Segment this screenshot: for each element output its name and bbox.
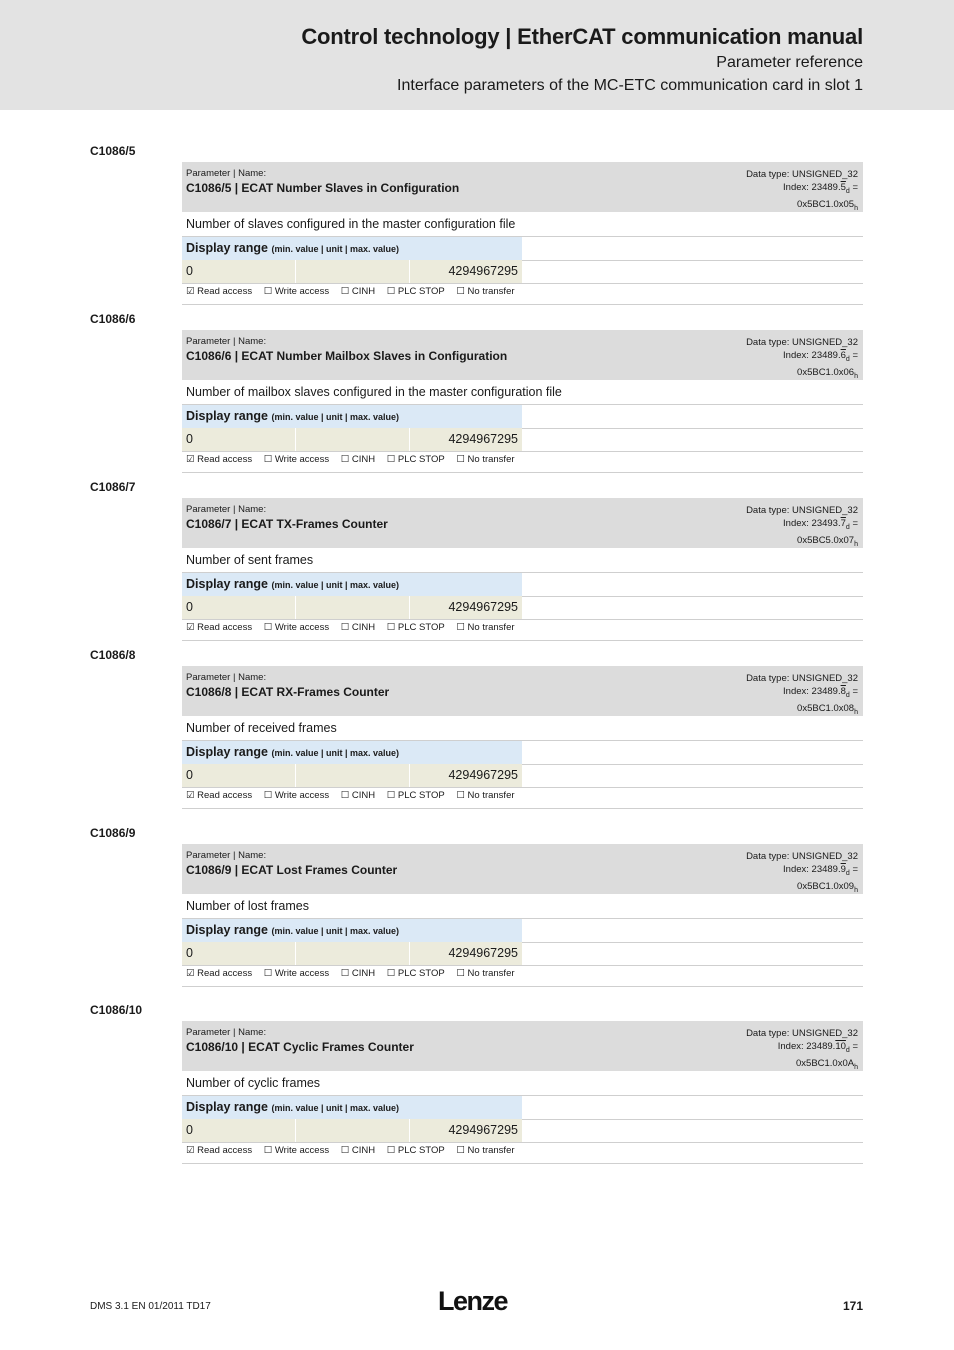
data-type: Data type: UNSIGNED_32 (746, 851, 858, 862)
no-transfer-flag: ☐ No transfer (456, 1145, 515, 1156)
write-access-flag: ☐ Write access (263, 622, 330, 633)
parameter-code: C1086/10 (90, 1003, 143, 1017)
parameter-name-label: Parameter | Name: (186, 168, 267, 179)
plc-stop-flag: ☐ PLC STOP (386, 454, 445, 465)
display-range-header: Display range (min. value | unit | max. value) (182, 405, 522, 428)
read-access-flag: ☑ Read access (186, 454, 253, 465)
index-hex: $0x5BC1.0x05_h$ (797, 198, 858, 212)
parameter-name-label: Parameter | Name: (186, 1027, 267, 1038)
unit-cell (296, 260, 409, 283)
write-access-flag: ☐ Write access (263, 286, 330, 297)
parameter-header (182, 844, 863, 894)
parameter-code: C1086/6 (90, 312, 136, 326)
parameter-description: Number of received frames (186, 721, 337, 735)
max-value-cell: 4294967295 (410, 764, 522, 787)
no-transfer-flag: ☐ No transfer (456, 790, 515, 801)
divider (522, 428, 863, 429)
chapter-title: Parameter reference (716, 54, 863, 71)
unit-cell (296, 428, 409, 451)
index-hex: $0x5BC1.0x06_h$ (797, 366, 858, 380)
parameter-code: C1086/8 (90, 648, 136, 662)
max-value-cell: 4294967295 (410, 942, 522, 965)
index-hex: $0x5BC1.0x08_h$ (797, 702, 858, 716)
document-id: DMS 3.1 EN 01/2011 TD17 (90, 1301, 211, 1312)
unit-cell (296, 942, 409, 965)
no-transfer-flag: ☐ No transfer (456, 622, 515, 633)
data-type: Data type: UNSIGNED_32 (746, 505, 858, 516)
parameter-name: C1086/5 | ECAT Number Slaves in Configuration (186, 181, 460, 195)
unit-cell (296, 596, 409, 619)
min-value-cell: 0 (182, 764, 295, 787)
parameter-name: C1086/8 | ECAT RX-Frames Counter (186, 685, 390, 699)
parameter-code: C1086/9 (90, 826, 136, 840)
plc-stop-flag: ☐ PLC STOP (386, 622, 445, 633)
parameter-name-label: Parameter | Name: (186, 672, 267, 683)
parameter-meta (746, 336, 858, 383)
parameter-meta (746, 1027, 858, 1074)
access-flags (186, 454, 524, 465)
parameter-header (182, 162, 863, 212)
cinh-flag: ☐ CINH (340, 790, 376, 801)
parameter-description: Number of slaves configured in the master configuration file (186, 217, 516, 231)
parameter-description: Number of cyclic frames (186, 1076, 321, 1090)
parameter-block (0, 480, 954, 633)
index-decimal: Index: $23489.8_d$ = (783, 686, 858, 699)
divider (522, 764, 863, 765)
parameter-block (0, 1003, 954, 1156)
parameter-name: C1086/7 | ECAT TX-Frames Counter (186, 517, 388, 531)
read-access-flag: ☑ Read access (186, 790, 253, 801)
index-decimal: Index: $23493.7_d$ = (783, 518, 858, 531)
parameter-meta (746, 168, 858, 215)
write-access-flag: ☐ Write access (263, 1145, 330, 1156)
index-decimal: Index: $23489.9_d$ = (783, 864, 858, 877)
parameter-name: C1086/9 | ECAT Lost Frames Counter (186, 863, 398, 877)
lenze-logo: Lenze (438, 1286, 508, 1316)
plc-stop-flag: ☐ PLC STOP (386, 968, 445, 979)
parameter-block (0, 312, 954, 465)
divider (182, 640, 863, 641)
plc-stop-flag: ☐ PLC STOP (386, 1145, 445, 1156)
index-decimal: Index: $23489.10_d$ = (777, 1041, 858, 1054)
read-access-flag: ☑ Read access (186, 968, 253, 979)
divider (182, 1142, 863, 1143)
data-type: Data type: UNSIGNED_32 (746, 169, 858, 180)
divider (522, 260, 863, 261)
index-decimal: Index: $23489.5_d$ = (783, 182, 858, 195)
write-access-flag: ☐ Write access (263, 454, 330, 465)
read-access-flag: ☑ Read access (186, 286, 253, 297)
display-range-header: Display range (min. value | unit | max. value) (182, 237, 522, 260)
max-value-cell: 4294967295 (410, 260, 522, 283)
no-transfer-flag: ☐ No transfer (456, 454, 515, 465)
index-decimal: Index: $23489.6_d$ = (783, 350, 858, 363)
divider (182, 808, 863, 809)
parameter-name-label: Parameter | Name: (186, 336, 267, 347)
parameter-name-label: Parameter | Name: (186, 504, 267, 515)
parameter-header (182, 1021, 863, 1071)
parameter-meta (746, 850, 858, 897)
access-flags (186, 286, 524, 297)
read-access-flag: ☑ Read access (186, 622, 253, 633)
parameter-code: C1086/5 (90, 144, 136, 158)
divider (182, 304, 863, 305)
write-access-flag: ☐ Write access (263, 968, 330, 979)
cinh-flag: ☐ CINH (340, 1145, 376, 1156)
cinh-flag: ☐ CINH (340, 454, 376, 465)
divider (182, 986, 863, 987)
parameter-header (182, 498, 863, 548)
parameter-description: Number of sent frames (186, 553, 314, 567)
divider (182, 283, 863, 284)
parameter-block (0, 648, 954, 801)
parameter-block (0, 144, 954, 297)
display-range-header: Display range (min. value | unit | max. value) (182, 1096, 522, 1119)
max-value-cell: 4294967295 (410, 1119, 522, 1142)
parameter-name-label: Parameter | Name: (186, 850, 267, 861)
display-range-header: Display range (min. value | unit | max. value) (182, 573, 522, 596)
divider (182, 619, 863, 620)
index-hex: $0x5BC1.0x09_h$ (797, 880, 858, 894)
no-transfer-flag: ☐ No transfer (456, 968, 515, 979)
max-value-cell: 4294967295 (410, 596, 522, 619)
write-access-flag: ☐ Write access (263, 790, 330, 801)
display-range-header: Display range (min. value | unit | max. value) (182, 741, 522, 764)
max-value-cell: 4294967295 (410, 428, 522, 451)
data-type: Data type: UNSIGNED_32 (746, 673, 858, 684)
access-flags (186, 968, 524, 979)
min-value-cell: 0 (182, 596, 295, 619)
parameter-meta (746, 504, 858, 551)
divider (522, 1119, 863, 1120)
access-flags (186, 1145, 524, 1156)
min-value-cell: 0 (182, 428, 295, 451)
unit-cell (296, 1119, 409, 1142)
divider (522, 596, 863, 597)
divider (182, 472, 863, 473)
cinh-flag: ☐ CINH (340, 286, 376, 297)
parameter-description: Number of mailbox slaves configured in the master configuration file (186, 385, 562, 399)
min-value-cell: 0 (182, 1119, 295, 1142)
unit-cell (296, 764, 409, 787)
page-number: 171 (842, 1299, 863, 1313)
no-transfer-flag: ☐ No transfer (456, 286, 515, 297)
index-hex: $0x5BC5.0x07_h$ (797, 534, 858, 548)
page-header (0, 0, 954, 110)
index-hex: $0x5BC1.0x0A_h$ (796, 1057, 858, 1071)
cinh-flag: ☐ CINH (340, 968, 376, 979)
parameter-header (182, 666, 863, 716)
divider (182, 787, 863, 788)
divider (182, 965, 863, 966)
plc-stop-flag: ☐ PLC STOP (386, 790, 445, 801)
parameter-name: C1086/10 | ECAT Cyclic Frames Counter (186, 1040, 414, 1054)
access-flags (186, 790, 524, 801)
parameter-name: C1086/6 | ECAT Number Mailbox Slaves in Configuration (186, 349, 508, 363)
manual-title: Control technology | EtherCAT communication manual (301, 24, 863, 49)
parameter-description: Number of lost frames (186, 899, 309, 913)
section-title: Interface parameters of the MC-ETC communication card in slot 1 (397, 77, 863, 94)
access-flags (186, 622, 524, 633)
divider (182, 451, 863, 452)
read-access-flag: ☑ Read access (186, 1145, 253, 1156)
cinh-flag: ☐ CINH (340, 622, 376, 633)
min-value-cell: 0 (182, 942, 295, 965)
divider (182, 1163, 863, 1164)
data-type: Data type: UNSIGNED_32 (746, 1028, 858, 1039)
parameter-header (182, 330, 863, 380)
divider (522, 942, 863, 943)
data-type: Data type: UNSIGNED_32 (746, 337, 858, 348)
plc-stop-flag: ☐ PLC STOP (386, 286, 445, 297)
min-value-cell: 0 (182, 260, 295, 283)
display-range-header: Display range (min. value | unit | max. value) (182, 919, 522, 942)
parameter-block (0, 826, 954, 979)
parameter-code: C1086/7 (90, 480, 136, 494)
parameter-meta (746, 672, 858, 719)
